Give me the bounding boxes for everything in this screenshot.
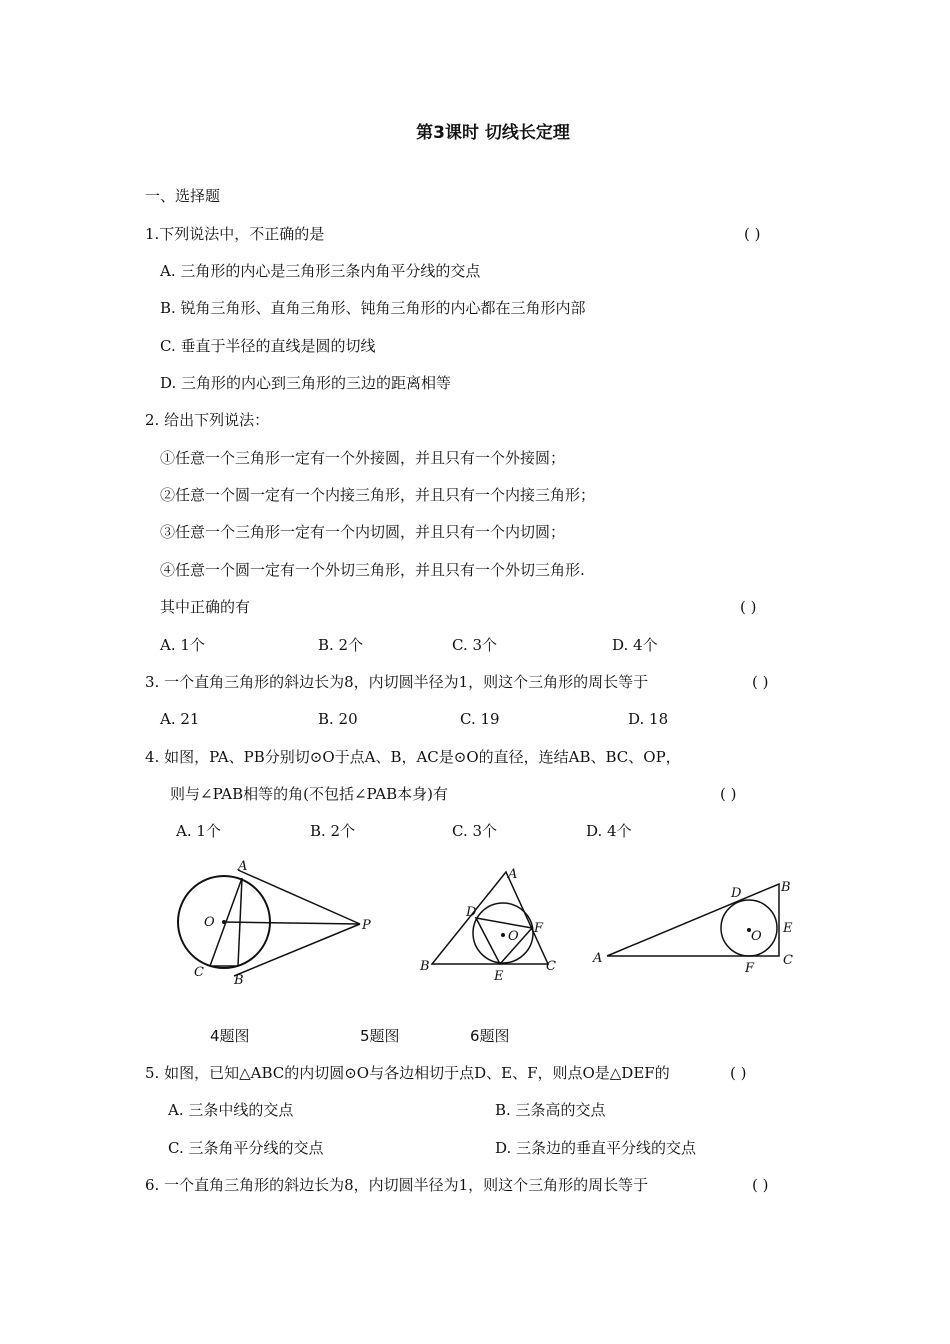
label-d: D: [466, 905, 477, 920]
triangle-abc: [432, 872, 548, 964]
q2-answer-blank: ( ): [740, 598, 757, 616]
label-f: F: [745, 961, 755, 976]
figure-6-caption: 6题图: [470, 1027, 510, 1045]
section-heading: 一、选择题: [145, 187, 221, 205]
label-p: P: [362, 918, 371, 933]
q2-ask: 其中正确的有: [160, 598, 251, 616]
figure-5-caption: 5题图: [360, 1027, 400, 1045]
label-f: F: [534, 921, 544, 936]
q4-option-a: A. 1个: [176, 822, 221, 840]
page-title: 第3课时 切线长定理: [416, 123, 570, 143]
q3-option-c: C. 19: [460, 710, 500, 728]
q2-option-b: B. 2个: [318, 636, 364, 654]
q1-option-b: B. 锐角三角形、直角三角形、钝角三角形的内心都在三角形内部: [160, 299, 586, 317]
label-b: B: [420, 959, 430, 974]
figure-4-caption: 4题图: [210, 1027, 250, 1045]
q4-stem: 4. 如图，PA、PB分别切⊙O于点A、B，AC是⊙O的直径，连结AB、BC、OP，: [145, 748, 681, 766]
q3-option-b: B. 20: [318, 710, 358, 728]
q4-answer-blank: ( ): [720, 785, 737, 803]
tangent-pa: [238, 870, 360, 924]
triangle-abc: [607, 884, 779, 956]
q2-option-c: C. 3个: [452, 636, 498, 654]
label-a: A: [593, 951, 603, 966]
q5-answer-blank: ( ): [730, 1064, 747, 1082]
q1-option-d: D. 三角形的内心到三角形的三边的距离相等: [160, 374, 452, 392]
label-e: E: [494, 969, 504, 984]
center-o: [501, 933, 505, 937]
q3-stem: 3. 一个直角三角形的斜边长为8，内切圆半径为1，则这个三角形的周长等于: [145, 673, 649, 691]
label-c: C: [783, 953, 793, 968]
q4-option-d: D. 4个: [586, 822, 632, 840]
figure-4-tangent-diagram: [160, 858, 390, 1008]
label-a: A: [238, 859, 248, 874]
q1-option-a: A. 三角形的内心是三角形三条内角平分线的交点: [160, 262, 481, 280]
segment-de: [476, 918, 500, 964]
figure-6-right-triangle-incircle: [585, 870, 815, 980]
q3-option-d: D. 18: [628, 710, 669, 728]
label-d: D: [731, 886, 742, 901]
q2-item-4: ④任意一个圆一定有一个外切三角形，并且只有一个外切三角形.: [160, 561, 585, 579]
label-e: E: [783, 921, 793, 936]
q5-option-d: D. 三条边的垂直平分线的交点: [495, 1139, 697, 1157]
q4-option-c: C. 3个: [452, 822, 498, 840]
q5-option-c: C. 三条角平分线的交点: [168, 1139, 324, 1157]
segment-op: [224, 922, 360, 924]
label-a: A: [508, 867, 518, 882]
q5-option-b: B. 三条高的交点: [495, 1101, 606, 1119]
q2-item-2: ②任意一个圆一定有一个内接三角形，并且只有一个内接三角形；: [160, 486, 596, 504]
q1-option-c: C. 垂直于半径的直线是圆的切线: [160, 337, 376, 355]
label-c: C: [194, 965, 204, 980]
q6-stem: 6. 一个直角三角形的斜边长为8，内切圆半径为1，则这个三角形的周长等于: [145, 1176, 649, 1194]
q2-option-a: A. 1个: [160, 636, 205, 654]
q5-stem: 5. 如图，已知△ABC的内切圆⊙O与各边相切于点D、E、F，则点O是△DEF的: [145, 1064, 670, 1082]
label-o: O: [751, 929, 762, 944]
center-o: [222, 920, 226, 924]
label-b: B: [234, 973, 244, 988]
q1-answer-blank: ( ): [744, 225, 761, 243]
q2-item-1: ①任意一个三角形一定有一个外接圆，并且只有一个外接圆；: [160, 449, 566, 467]
q3-answer-blank: ( ): [752, 673, 769, 691]
label-o: O: [204, 915, 215, 930]
label-o: O: [508, 929, 519, 944]
label-c: C: [546, 959, 556, 974]
q4-stem-2: 则与∠PAB相等的角(不包括∠PAB本身)有: [170, 785, 448, 803]
label-b: B: [781, 880, 791, 895]
q2-stem: 2. 给出下列说法：: [145, 411, 270, 429]
q4-option-b: B. 2个: [310, 822, 356, 840]
q2-item-3: ③任意一个三角形一定有一个内切圆，并且只有一个内切圆；: [160, 523, 566, 541]
tangent-pb: [234, 924, 360, 976]
q6-answer-blank: ( ): [752, 1176, 769, 1194]
q3-option-a: A. 21: [160, 710, 200, 728]
q1-stem: 1.下列说法中，不正确的是: [145, 225, 325, 243]
q2-option-d: D. 4个: [612, 636, 658, 654]
q5-option-a: A. 三条中线的交点: [168, 1101, 294, 1119]
figure-5-incircle-diagram: [410, 858, 570, 988]
